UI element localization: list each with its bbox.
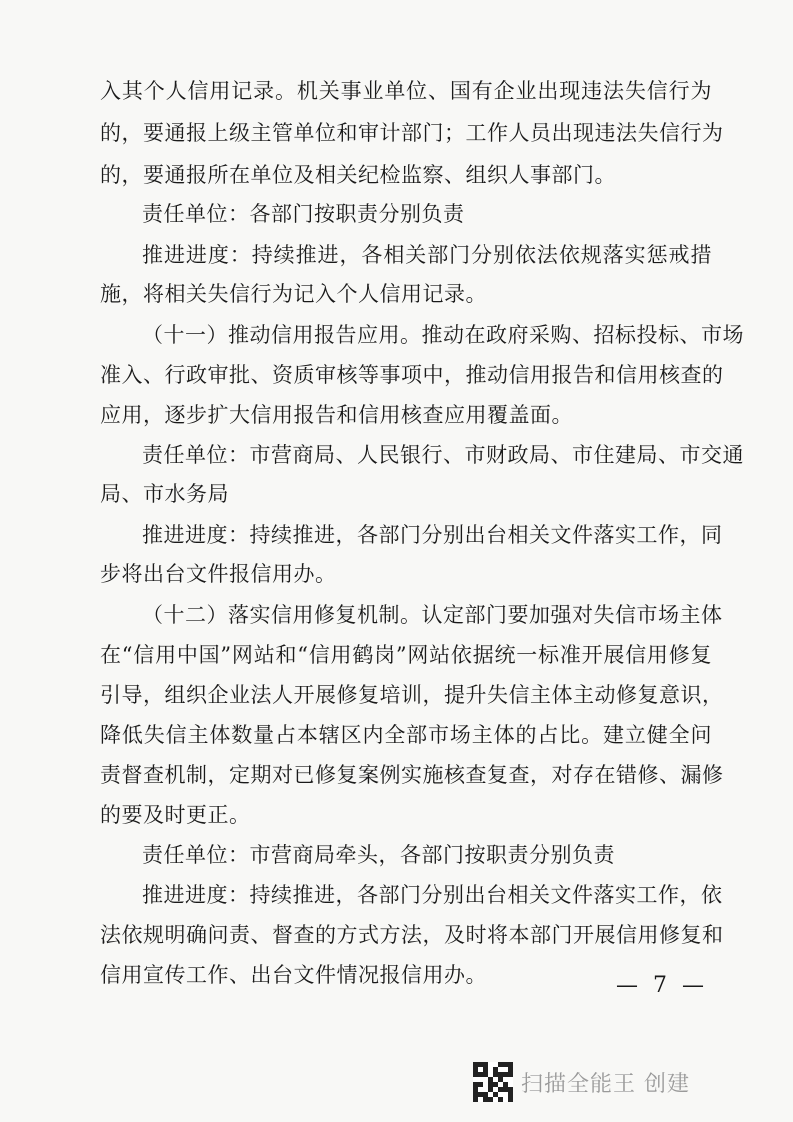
section-heading-11: （十一）推动信用报告应用。推动在政府采购、招标投标、市场 [142, 323, 744, 347]
section-heading-12: （十二）落实信用修复机制。认定部门要加强对失信市场主体 [142, 603, 723, 627]
body-line: 应用，逐步扩大信用报告和信用核查应用覆盖面。 [100, 403, 573, 427]
body-line: 施，将相关失信行为记入个人信用记录。 [100, 282, 487, 306]
body-line: 局、市水务局 [100, 482, 229, 506]
body-line: 准入、行政审批、资质审核等事项中，推动信用报告和信用核查的 [100, 363, 724, 387]
watermark-text: 扫描全能王 创建 [521, 1071, 690, 1097]
body-line: 的，要通报上级主管单位和审计部门；工作人员出现违法失信行为 [100, 121, 724, 145]
scanner-watermark [473, 1062, 690, 1102]
body-line: 入其个人信用记录。机关事业单位、国有企业出现违法失信行为 [100, 79, 712, 103]
body-line: 的，要通报所在单位及相关纪检监察、组织人事部门。 [100, 163, 616, 187]
body-line: 责督查机制，定期对已修复案例实施核查复查，对存在错修、漏修 [100, 763, 724, 787]
body-line: 的要及时更正。 [100, 803, 251, 827]
body-line: 降低失信主体数量占本辖区内全部市场主体的占比。建立健全问 [100, 723, 712, 747]
progress-line: 推进进度：持续推进，各相关部门分别依法依规落实惩戒措 [142, 243, 712, 267]
page-number: — 7 — [616, 973, 708, 998]
responsible-unit-line: 责任单位：各部门按职责分别负责 [142, 202, 465, 226]
body-line: 信用宣传工作、出台文件情况报信用办。 [100, 963, 487, 987]
responsible-unit-line: 责任单位：市营商局牵头，各部门按职责分别负责 [142, 843, 615, 867]
body-line: 引导，组织企业法人开展修复培训，提升失信主体主动修复意识， [100, 683, 724, 707]
progress-line: 推进进度：持续推进，各部门分别出台相关文件落实工作，同 [142, 523, 723, 547]
responsible-unit-line: 责任单位：市营商局、人民银行、市财政局、市住建局、市交通 [142, 443, 744, 467]
body-line: 步将出台文件报信用办。 [100, 562, 337, 586]
body-line: 在“信用中国”网站和“信用鹤岗”网站依据统一标准开展信用修复 [100, 643, 712, 667]
progress-line: 推进进度：持续推进，各部门分别出台相关文件落实工作，依 [142, 883, 723, 907]
qr-code-icon [473, 1062, 513, 1102]
body-line: 法依规明确问责、督查的方式方法，及时将本部门开展信用修复和 [100, 923, 724, 947]
